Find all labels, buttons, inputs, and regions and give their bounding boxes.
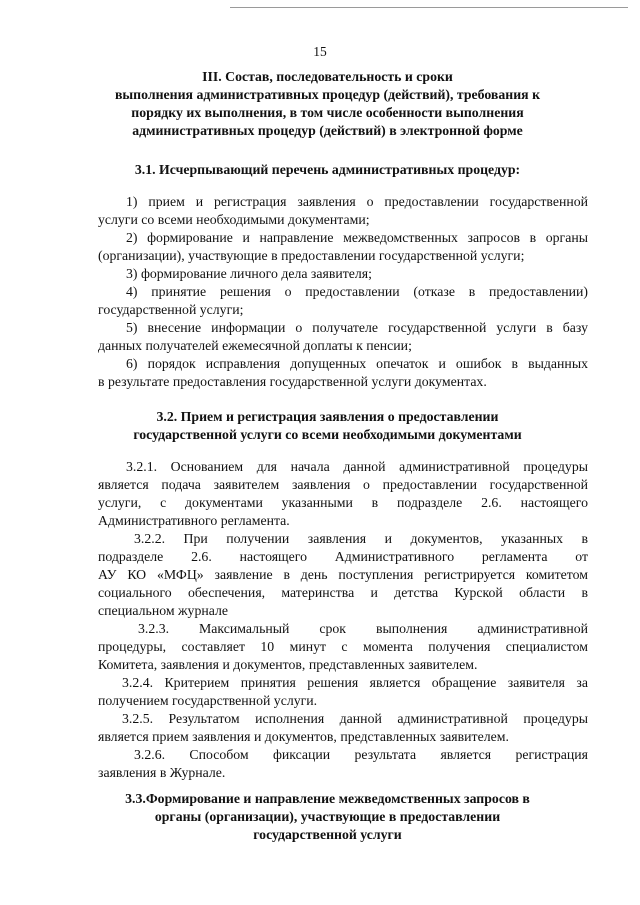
section-title-line: административных процедур (действий) в электронной форме [132, 123, 523, 138]
section-title-line: порядку их выполнения, в том числе особенности выполнения [131, 105, 524, 120]
text-line: 3.2.5. Результатом исполнения данной административной процедуры [122, 711, 588, 726]
subsection-3-3-title [70, 790, 585, 844]
text-line: АУ КО «МФЦ» заявление в день поступления регистрируется комитетом [98, 567, 588, 582]
list-line: 4) принятие решения о предоставлении (отказе в предоставлении) [126, 284, 588, 299]
list-line: (организации), участвующие в предоставлении государственной услуги; [98, 248, 525, 263]
section-title-line: выполнения административных процедур (действий), требования к [114, 87, 541, 102]
text-line: является подача заявителем заявления о предоставлении государственной [98, 477, 588, 492]
list-line: государственной услуги; [98, 302, 244, 317]
list-line: данных получателей ежемесячной доплаты к пенсии; [98, 338, 412, 353]
text-line: 3.2.1. Основанием для начала данной административной процедуры [126, 459, 588, 474]
text-line: получением государственной услуги. [98, 693, 318, 708]
text-line: процедуры, составляет 10 минут с момента получения специалистом [98, 639, 588, 654]
text-line: Административного регламента. [98, 513, 290, 528]
subsection-title-line: 3.2. Прием и регистрация заявления о предоставлении [156, 409, 499, 424]
text-line: 3.2.3. Максимальный срок выполнения административной [138, 621, 588, 636]
page-number: 15 [313, 44, 327, 59]
text-line: Комитета, заявления и документов, представленных заявителем. [98, 657, 478, 672]
subsection-3-1-title: 3.1. Исчерпывающий перечень административных процедур: [134, 162, 521, 177]
list-line: 3) формирование личного дела заявителя; [126, 266, 372, 281]
text-line: социального обеспечения, материнства и детства Курской области в [98, 585, 588, 600]
list-line: 2) формирование и направление межведомственных запросов в органы [126, 230, 588, 245]
text-line: 3.2.4. Критерием принятия решения является обращение заявителя за [122, 675, 588, 690]
text-line: 3.2.2. При получении заявления и документов, указанных в [134, 531, 588, 546]
text-line: 3.2.6. Способом фиксации результата является регистрация [134, 747, 588, 762]
text-line: является прием заявления и документов, представленных заявителем. [98, 729, 509, 744]
list-line: в результате предоставления государственной услуги документах. [98, 374, 487, 389]
subsection-title-line: 3.3.Формирование и направление межведомственных запросов в [125, 791, 530, 806]
text-line: подразделе 2.6. настоящего Административного регламента от [98, 549, 588, 564]
subsection-title-line: органы (организации), участвующие в предоставлении [154, 809, 501, 824]
text-line: услуги, с документами указанными в подразделе 2.6. настоящего [98, 495, 588, 510]
top-rule [230, 7, 628, 8]
section-title [70, 68, 585, 140]
subsection-3-2-title [70, 408, 585, 444]
subsection-title-line: государственной услуги [253, 827, 402, 842]
list-line: услуги со всеми необходимыми документами; [98, 212, 370, 227]
subsection-3-2-body [98, 458, 588, 782]
subsection-title-line: государственной услуги со всеми необходимыми документами [133, 427, 522, 442]
text-line: специальном журнале [98, 603, 228, 618]
list-line: 5) внесение информации о получателе государственной услуги в базу [126, 320, 588, 335]
subsection-3-1-list [98, 193, 588, 391]
list-line: 1) прием и регистрация заявления о предоставлении государственной [126, 194, 588, 209]
text-line: заявления в Журнале. [98, 765, 226, 780]
list-line: 6) порядок исправления допущенных опечаток и ошибок в выданных [126, 356, 588, 371]
section-title-line: III. Состав, последовательность и сроки [202, 69, 453, 84]
